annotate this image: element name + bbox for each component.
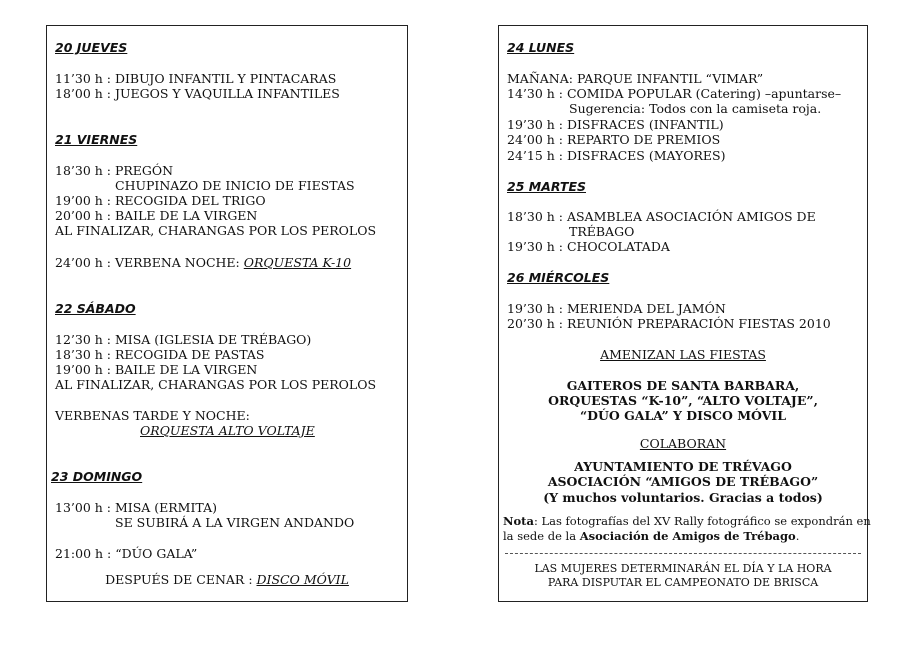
amenizan-line-1: GAITEROS DE SANTA BARBARA,: [566, 378, 800, 393]
colaboran-line-1: AYUNTAMIENTO DE TRÉVAGO: [574, 459, 792, 474]
day-21-verbena: [55, 255, 351, 270]
day-21-line-3: 19’00 h : RECOGIDA DEL TRIGO: [55, 193, 266, 208]
after-dinner-band: DISCO MÓVIL: [256, 572, 349, 587]
colaboran-line-2: ASOCIACIÓN “AMIGOS DE TRÉBAGO”: [547, 474, 819, 489]
day-25-line-1: 18’30 h : ASAMBLEA ASOCIACIÓN AMIGOS DE: [507, 209, 816, 224]
day-24-line-6: 24’15 h : DISFRACES (MAYORES): [507, 148, 726, 163]
day-22-verbenas: VERBENAS TARDE Y NOCHE:: [55, 408, 250, 423]
day-22-line-3: 19’00 h : BAILE DE LA VIRGEN: [55, 362, 258, 377]
day-23-line-2: SE SUBIRÁ A LA VIRGEN ANDANDO: [115, 515, 355, 530]
day-24-line-3: Sugerencia: Todos con la camiseta roja.: [569, 101, 822, 116]
day-21-line-1: 18’30 h : PREGÓN: [55, 163, 174, 178]
note-text-2: la sede de la: [503, 529, 580, 543]
day-20-header: 20 JUEVES: [55, 40, 128, 55]
day-22-line-1: 12’30 h : MISA (IGLESIA DE TRÉBAGO): [55, 332, 312, 347]
day-20-line-1: 11’30 h : DIBUJO INFANTIL Y PINTACARAS: [55, 71, 337, 86]
day-20-line-2: 18’00 h : JUEGOS Y VAQUILLA INFANTILES: [55, 86, 340, 101]
day-26-line-1: 19’30 h : MERIENDA DEL JAMÓN: [507, 301, 726, 316]
note-line-2: [503, 529, 799, 544]
day-25-line-3: 19’30 h : CHOCOLATADA: [507, 239, 670, 254]
right-program-panel: [498, 25, 871, 602]
verbena-time: 24’00 h : VERBENA NOCHE:: [55, 255, 244, 270]
day-24-line-5: 24’00 h : REPARTO DE PREMIOS: [507, 132, 721, 147]
day-24-line-4: 19’30 h : DISFRACES (INFANTIL): [507, 117, 724, 132]
day-25-header: 25 MARTES: [507, 179, 586, 194]
day-21-line-4: 20’00 h : BAILE DE LA VIRGEN: [55, 208, 258, 223]
day-22-line-4: AL FINALIZAR, CHARANGAS POR LOS PEROLOS: [55, 377, 377, 392]
note-line-1: [503, 514, 871, 529]
day-22-line-2: 18’30 h : RECOGIDA DE PASTAS: [55, 347, 265, 362]
day-23-after-dinner: [47, 572, 407, 587]
after-dinner-label: DESPUÉS DE CENAR :: [105, 572, 257, 587]
verbena-band: ORQUESTA K-10: [243, 255, 352, 270]
day-23-header: 23 DOMINGO: [51, 469, 143, 484]
note-text-1: : Las fotografías del XV Rally fotográfico se expondrán en: [533, 514, 871, 528]
day-24-line-2: 14’30 h : COMIDA POPULAR (Catering) –apuntarse–: [507, 86, 842, 101]
day-26-line-2: 20’30 h : REUNIÓN PREPARACIÓN FIESTAS 2010: [507, 316, 831, 331]
colaboran-title: COLABORAN: [639, 436, 727, 451]
colaboran-line-3: (Y muchos voluntarios. Gracias a todos): [543, 490, 823, 505]
day-23-line-3: 21:00 h : “DÚO GALA”: [55, 546, 198, 561]
left-program-panel: [46, 25, 408, 602]
day-21-line-2: CHUPINAZO DE INICIO DE FIESTAS: [115, 178, 355, 193]
footer-line-1: LAS MUJERES DETERMINARÁN EL DÍA Y LA HORA: [534, 562, 832, 575]
day-22-band: ORQUESTA ALTO VOLTAJE: [140, 423, 315, 438]
day-24-line-1: MAÑANA: PARQUE INFANTIL “VIMAR”: [507, 71, 764, 86]
dashed-divider: [505, 553, 861, 554]
footer-line-2: PARA DISPUTAR EL CAMPEONATO DE BRISCA: [547, 576, 819, 589]
day-24-header: 24 LUNES: [507, 40, 575, 55]
note-label: Nota: [503, 514, 534, 528]
day-21-header: 21 VIERNES: [55, 132, 138, 147]
day-21-line-5: AL FINALIZAR, CHARANGAS POR LOS PEROLOS: [55, 223, 377, 238]
amenizan-line-2: ORQUESTAS “K-10”, “ALTO VOLTAJE”,: [548, 393, 818, 408]
amenizan-line-3: “DÚO GALA” Y DISCO MÓVIL: [579, 408, 787, 423]
note-association: Asociación de Amigos de Trébago: [579, 529, 796, 543]
day-25-line-2: TRÉBAGO: [569, 224, 635, 239]
day-22-header: 22 SÁBADO: [55, 301, 136, 316]
day-23-line-1: 13’00 h : MISA (ERMITA): [55, 500, 217, 515]
amenizan-title: AMENIZAN LAS FIESTAS: [600, 347, 766, 362]
day-26-header: 26 MIÉRCOLES: [507, 270, 610, 285]
note-end: .: [795, 529, 800, 543]
